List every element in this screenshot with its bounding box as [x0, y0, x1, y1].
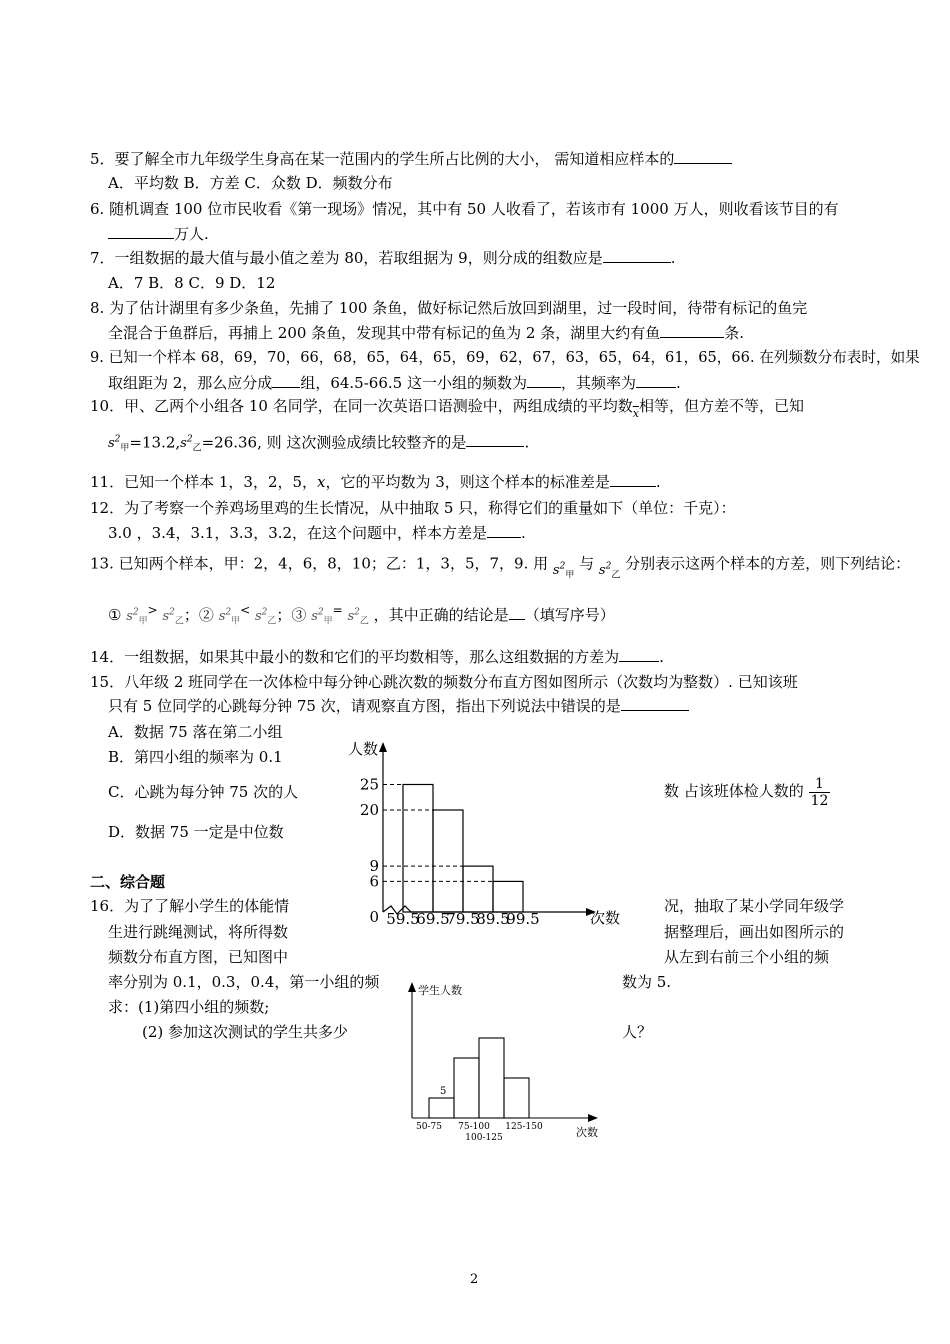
q16-line6a: (2) 参加这次测试的学生共多少 — [142, 1023, 349, 1041]
q10-s2: s — [180, 436, 187, 452]
x-tick-label: 125-150 — [505, 1122, 543, 1132]
bar — [433, 810, 463, 912]
x-tick-label: 75-100 — [458, 1122, 490, 1132]
q13-c1-syi — [162, 607, 184, 627]
q10-sub1: 甲 — [120, 443, 130, 454]
x-tick-label: 100-125 — [465, 1133, 503, 1143]
q15-option-b: B．第四小组的频率为 0.1 — [108, 748, 283, 766]
q10-xbar: $\overline{x}$ — [632, 407, 639, 420]
q13-c2-s: s — [218, 609, 226, 624]
bar — [403, 785, 433, 913]
q9-blank-rate[interactable] — [636, 373, 676, 388]
q15-line2 — [108, 696, 689, 716]
q9-line1: 9. 已知一个样本 68，69，70，66，68，65，64，65，69，62，67，63，65，64，61，65，66. 在列频数分布表时，如果 — [90, 349, 920, 366]
q13-c2-sjia — [218, 607, 241, 627]
bar-value-label: 5 — [440, 1086, 447, 1097]
q13-hint: （填写序号） — [524, 606, 615, 624]
q13-s2: s — [598, 563, 606, 579]
q13-c1-s: s — [126, 609, 133, 624]
q13-c2-s2: s — [254, 609, 262, 624]
y-axis-label: 学生人数 — [418, 984, 462, 997]
q9-blank-groups[interactable] — [272, 373, 300, 388]
q13-gt: > — [147, 603, 158, 617]
q10-sup2: 2 — [186, 435, 193, 445]
x-axis-arrow — [588, 1114, 598, 1122]
q5-text: 5．要了解全市九年级学生身高在某一范围内的学生所占比例的大小， 需知道相应样本的 — [90, 150, 675, 168]
q7-answer-blank[interactable] — [603, 248, 671, 263]
bar — [454, 1058, 479, 1118]
chart2-group — [408, 982, 598, 1143]
q13-c1-sub2: 乙 — [174, 616, 184, 627]
q15-frac-den: 12 — [810, 792, 829, 809]
q13-sup2: 2 — [605, 562, 612, 572]
y-axis-label: 人数 — [348, 740, 379, 758]
y-tick-label: 20 — [359, 801, 379, 819]
q13-c1: ① — [108, 606, 122, 624]
q13-line1 — [90, 551, 910, 580]
q8-answer-blank[interactable] — [660, 323, 724, 338]
q13-answer-blank[interactable] — [509, 605, 525, 620]
q13-sup1: 2 — [559, 562, 566, 572]
q10-answer-blank[interactable] — [466, 432, 524, 447]
q10-s-jia — [108, 435, 130, 454]
q12-answer-blank[interactable] — [487, 523, 521, 538]
q9-line2a: 取组距为 2，那么应分成 — [108, 374, 273, 392]
q13-line2end: ，其中正确的结论是 — [373, 606, 509, 624]
q6-line1: 6. 随机调查 100 位市民收看《第一现场》情况，其中有 50 人收看了，若该市有 1000 万人，则收看该节目的有 — [90, 200, 839, 218]
q12-line2-text: 3.0 ，3.4，3.1，3.3，3.2，在这个问题中，样本方差是 — [108, 524, 488, 542]
q16-line6b: 人？ — [622, 1023, 653, 1041]
q11-answer-blank[interactable] — [610, 472, 656, 487]
y-tick-label: 25 — [359, 775, 379, 794]
q14-text: 14．一组数据，如果其中最小的数和它们的平均数相等，那么这组数据的方差为 — [90, 648, 620, 666]
q8-line2 — [108, 323, 744, 343]
x-tick-label: 59.5 — [386, 910, 420, 928]
q15-option-c: C．心跳为每分钟 75 次的人 — [108, 783, 299, 801]
q11-end: . — [655, 473, 661, 491]
q13-c1-s2: s — [162, 609, 170, 624]
x-tick-label: 69.5 — [416, 910, 450, 928]
q5-options: A．平均数 B．方差 C．众数 D．频数分布 — [108, 174, 393, 192]
q7-stem — [90, 248, 676, 268]
q13-c2-sup: 2 — [225, 607, 232, 618]
q16-line1a: 16．为了了解小学生的体能情 — [90, 897, 290, 915]
heart-rate-histogram — [340, 740, 630, 930]
chart1-group — [348, 740, 620, 928]
q13-line1b: 分别表示这两个样本的方差，则下列结论： — [625, 554, 911, 573]
q15-line1: 15．八年级 2 班同学在一次体检中每分钟心跳次数的频数分布直方图如图所示（次数均为整数）. 已知该班 — [90, 673, 798, 691]
q9-line2d: . — [675, 374, 681, 392]
q7-options: A．7 B．8 C．9 D．12 — [108, 274, 276, 292]
q16-line5: 求：(1)第四小组的频数; — [108, 998, 270, 1016]
q14-end: . — [659, 648, 664, 666]
q13-sub2: 乙 — [611, 570, 621, 581]
y-tick-label: 6 — [369, 872, 379, 891]
q13-s-jia — [552, 562, 575, 581]
q13-c2-sup2: 2 — [261, 607, 268, 618]
q10-sup1: 2 — [114, 435, 121, 445]
q13-eq: = — [332, 603, 343, 617]
q14-answer-blank[interactable] — [619, 647, 659, 662]
q15-line2-text: 只有 5 位同学的心跳每分钟 75 次，请观察直方图，指出下列说法中错误的是 — [108, 697, 621, 715]
q16-line4b: 数为 5. — [622, 973, 672, 991]
q11-text2: ，它的平均数为 3，则这个样本的标准差是 — [325, 473, 610, 491]
q10-end: . — [524, 433, 530, 452]
q15-option-c-cont — [664, 773, 830, 809]
q13-c2-sub: 甲 — [231, 616, 241, 627]
q11-stem — [90, 472, 661, 492]
q13-c1-sup2: 2 — [169, 607, 175, 618]
q10-s1: s — [108, 436, 115, 452]
q13-c3-sup2: 2 — [354, 607, 360, 618]
q5-stem — [90, 149, 732, 169]
y-axis-arrow — [379, 742, 387, 752]
q6-answer-blank[interactable] — [108, 224, 174, 239]
page-number: 2 — [470, 1272, 479, 1287]
q6-line2 — [108, 224, 209, 244]
q16-line2a: 生进行跳绳测试，将所得数 — [108, 923, 289, 941]
x-axis-label: 次数 — [576, 1126, 598, 1139]
y-axis-arrow — [408, 982, 416, 992]
q12-line2 — [108, 523, 526, 543]
q13-s1: s — [552, 563, 560, 579]
rope-skipping-histogram — [398, 978, 608, 1143]
q13-c3: ；③ — [276, 606, 307, 624]
q13-c3-s2: s — [347, 609, 355, 624]
q8-line2a: 全混合于鱼群后，再捕上 200 条鱼，发现其中带有标记的鱼为 2 条，湖里大约有鱼 — [108, 324, 661, 342]
q13-c2-sub2: 乙 — [267, 616, 277, 627]
q13-c2-syi — [254, 607, 277, 627]
q7-end: . — [670, 249, 676, 267]
q11-text: 11．已知一个样本 1，3，2，5， — [90, 473, 318, 491]
q13-c2: ；② — [183, 606, 214, 624]
q10-formula1: =13.2, — [129, 433, 181, 452]
q13-line2 — [108, 600, 615, 632]
q13-s-yi — [598, 562, 621, 581]
q16-line1b: 况，抽取了某小学同年级学 — [664, 897, 845, 915]
q10-line1a: 10．甲、乙两个小组各 10 名同学，在同一次英语口语测验中，两组成绩的平均数 — [90, 397, 633, 415]
q13-c1-sup: 2 — [132, 607, 139, 618]
q10-line1b: 相等，但方差不等，已知 — [638, 397, 804, 415]
x-tick-label: 99.5 — [506, 910, 540, 928]
q13-c3-sub: 甲 — [323, 616, 333, 627]
q15-option-c2: 数 占该班体检人数的 — [664, 782, 804, 800]
x-tick-label: 89.5 — [476, 910, 510, 928]
q13-line1a: 13. 已知两个样本，甲：2，4，6，8，10；乙：1，3，5，7，9. 用 — [90, 554, 549, 573]
q16-line3a: 频数分布直方图，已知图中 — [108, 948, 289, 966]
x-axis-label: 次数 — [590, 909, 621, 927]
q9-line2b: 组，64.5-66.5 这一小组的频数为 — [300, 374, 527, 392]
q8-line2b: 条. — [724, 324, 745, 342]
q13-c1-sjia — [126, 607, 148, 627]
q9-line2c: ，其频率为 — [560, 374, 636, 392]
q13-c3-sjia — [311, 607, 333, 627]
q10-line2 — [108, 430, 529, 459]
q14-stem — [90, 647, 664, 667]
q16-line3b: 从左到右前三个小组的频 — [664, 948, 830, 966]
q10-sub2: 乙 — [192, 443, 202, 454]
q10-line2: 则 这次测验成绩比较整齐的是 — [266, 433, 467, 452]
bar — [479, 1038, 504, 1118]
q8-line1: 8. 为了估计湖里有多少条鱼，先捕了 100 条鱼，做好标记然后放回到湖里，过一段时间，待带有标记的鱼完 — [90, 299, 808, 317]
q13-lt: < — [240, 603, 251, 617]
x-tick-label: 79.5 — [446, 910, 480, 928]
q6-line2-text: 万人. — [174, 225, 209, 243]
q15-frac-num: 1 — [809, 776, 831, 793]
bar — [429, 1098, 454, 1118]
q7-text: 7．一组数据的最大值与最小值之差为 80，若取组据为 9，则分成的组数应是 — [90, 249, 603, 267]
q13-c3-sub2: 乙 — [359, 616, 369, 627]
q10-formula2: =26.36, — [201, 433, 262, 452]
bar — [463, 866, 493, 912]
q15-option-d: D．数据 75 一定是中位数 — [108, 823, 284, 841]
bar — [493, 881, 523, 912]
q9-blank-frequency[interactable] — [527, 373, 561, 388]
bar — [504, 1078, 529, 1118]
y-tick-label: 9 — [369, 857, 379, 876]
q10-s-yi — [180, 435, 202, 454]
q13-yu: 与 — [579, 554, 595, 573]
q12-line1: 12．为了考察一个养鸡场里鸡的生长情况，从中抽取 5 只，称得它们的重量如下（单位：千克）： — [90, 499, 736, 517]
q12-end: . — [521, 524, 526, 542]
y-tick-label: 0 — [369, 908, 379, 926]
q15-answer-blank[interactable] — [621, 696, 689, 711]
q15-fraction — [809, 776, 831, 809]
section2-heading: 二、综合题 — [90, 873, 166, 891]
q15-option-a: A．数据 75 落在第二小组 — [108, 723, 283, 741]
q13-c3-s: s — [311, 609, 318, 624]
q13-sub1: 甲 — [565, 570, 575, 581]
q13-c1-sub: 甲 — [138, 616, 148, 627]
q13-c3-sup: 2 — [317, 607, 324, 618]
x-tick-label: 50-75 — [416, 1122, 442, 1132]
q16-line2b: 据整理后，画出如图所示的 — [664, 923, 845, 941]
q16-line4a: 率分别为 0.1，0.3，0.4，第一小组的频 — [108, 973, 380, 991]
q10-line1 — [90, 396, 804, 418]
q13-c3-syi — [347, 607, 369, 627]
q11-x: x — [317, 473, 326, 491]
q9-line2 — [108, 373, 681, 393]
q5-answer-blank[interactable] — [674, 149, 732, 164]
